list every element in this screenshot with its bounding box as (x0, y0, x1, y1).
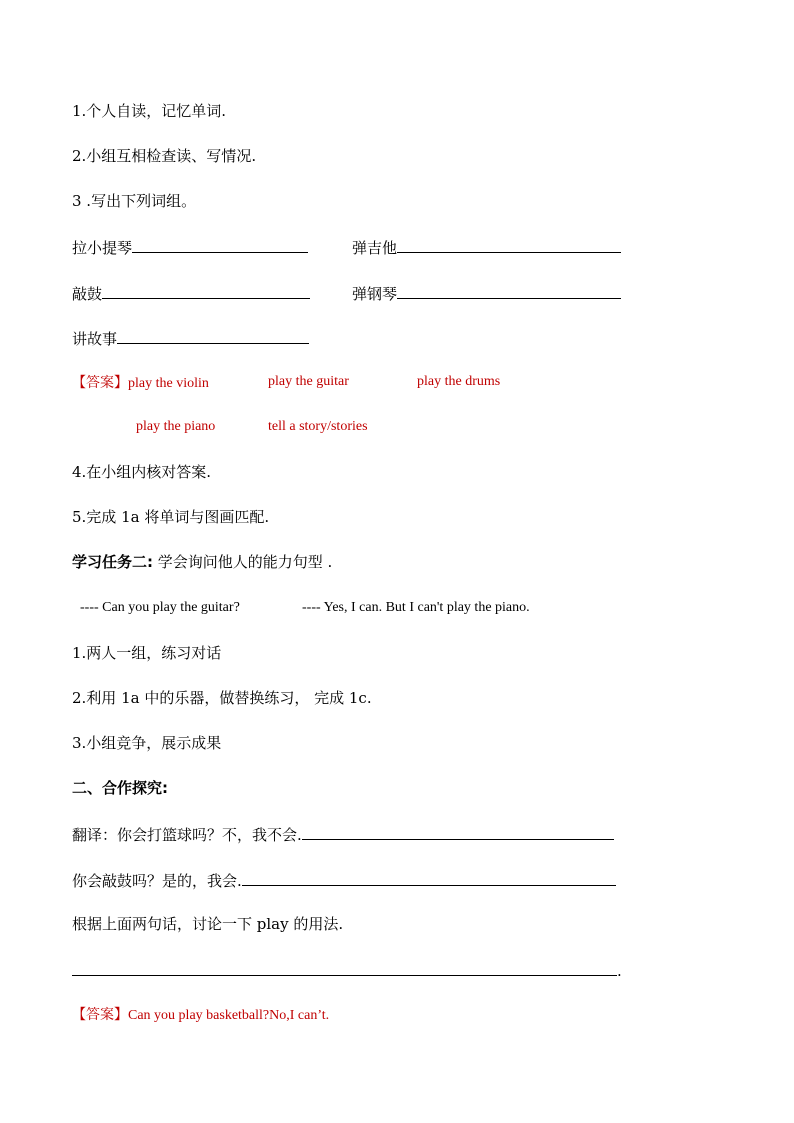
translate-2: 你会敲鼓吗？是的，我会. (72, 872, 242, 890)
prompt-story: 讲故事 (72, 330, 118, 348)
translate-1-row (72, 823, 614, 845)
step-1: 1.个人自读，记忆单词. (72, 102, 227, 120)
answer-guitar: play the guitar (268, 374, 349, 389)
prompt-piano-row (352, 282, 621, 304)
answer-translation: Can you play basketball?No,I can’t. (128, 1008, 330, 1023)
blank-story[interactable] (117, 327, 309, 344)
discuss-row (72, 959, 622, 981)
answer-block-2 (72, 1004, 329, 1026)
step-2: 2.小组互相检查读、写情况. (72, 147, 257, 165)
blank-guitar[interactable] (397, 236, 621, 253)
translate-2-row (72, 869, 616, 891)
answer-block-1 (72, 372, 209, 394)
section2-title: 二、合作探究: (72, 779, 168, 797)
blank-translate-1[interactable] (302, 823, 614, 840)
answer-drums: play the drums (417, 374, 501, 389)
dialog-question: ---- Can you play the guitar? (80, 600, 240, 615)
task2-heading (72, 552, 332, 572)
blank-violin[interactable] (132, 236, 308, 253)
prompt-drums-row (72, 282, 310, 304)
practice-step-1: 1.两人一组，练习对话 (72, 644, 222, 662)
dialog-answer: ---- Yes, I can. But I can't play the piano. (302, 600, 530, 615)
prompt-piano: 弹钢琴 (352, 285, 398, 303)
task2-title: 学习任务二: (72, 553, 153, 571)
task2-text: 学会询问他人的能力句型 . (153, 553, 333, 571)
practice-step-2: 2.利用 1a 中的乐器，做替换练习， 完成 1c. (72, 689, 372, 707)
step-3: 3 .写出下列词组。 (72, 192, 197, 210)
answer-label: 【答案】 (72, 375, 128, 391)
answer-piano: play the piano (136, 419, 216, 434)
discuss-end: . (617, 962, 622, 980)
blank-drums[interactable] (102, 282, 310, 299)
prompt-drums: 敲鼓 (72, 285, 103, 303)
prompt-violin: 拉小提琴 (72, 239, 133, 257)
prompt-story-row (72, 327, 309, 349)
blank-piano[interactable] (397, 282, 621, 299)
step-4: 4.在小组内核对答案. (72, 463, 212, 481)
answer-violin: play the violin (128, 376, 209, 391)
answer-label-2: 【答案】 (72, 1007, 128, 1023)
discuss-prompt: 根据上面两句话，讨论一下 play 的用法. (72, 915, 344, 933)
answer-story: tell a story/stories (268, 419, 368, 434)
prompt-violin-row (72, 236, 308, 258)
practice-step-3: 3.小组竞争，展示成果 (72, 734, 222, 752)
prompt-guitar-row (352, 236, 621, 258)
step-5: 5.完成 1a 将单词与图画匹配. (72, 508, 270, 526)
prompt-guitar: 弹吉他 (352, 239, 398, 257)
blank-discuss[interactable] (72, 959, 617, 976)
blank-translate-2[interactable] (242, 869, 616, 886)
translate-1: 翻译：你会打篮球吗？不，我不会. (72, 826, 302, 844)
